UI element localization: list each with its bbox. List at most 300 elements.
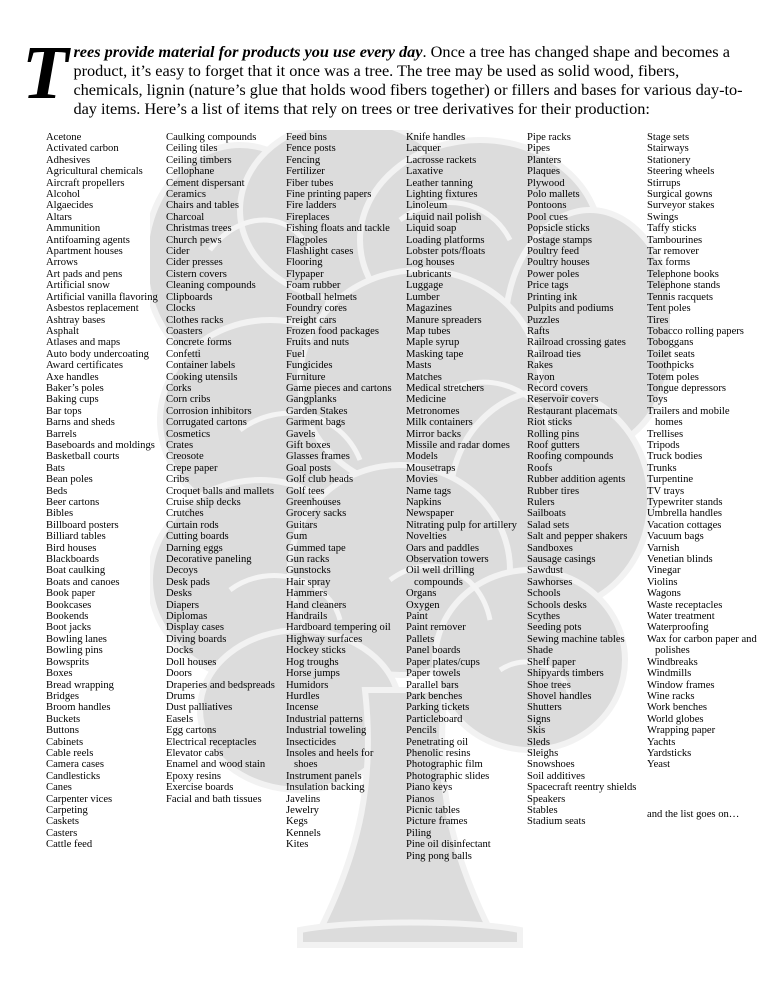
list-item: Corks [166, 382, 192, 394]
list-item: Exercise boards [166, 782, 234, 794]
list-item: Planters [527, 154, 562, 166]
list-item: Fireplaces [286, 211, 330, 223]
list-item: Church pews [166, 234, 222, 246]
list-item: Mousetraps [406, 462, 456, 474]
list-item: Asbestos replacement [46, 303, 139, 315]
list-item: Kennels [286, 827, 321, 839]
list-item: Printing ink [527, 291, 578, 303]
list-item: Fertilizer [286, 166, 325, 178]
list-item: Christmas trees [166, 223, 232, 235]
list-item: Baking cups [46, 394, 99, 406]
list-item: Wagons [647, 588, 681, 600]
list-item: Typewriter stands [647, 497, 723, 508]
list-item: Park benches [406, 690, 463, 702]
list-item: Pianos [406, 793, 435, 805]
list-item: Seeding pots [527, 622, 582, 634]
list-item: Roof gutters [527, 439, 580, 451]
list-item: Tennis racquets [647, 291, 714, 303]
list-item: Axe handles [46, 371, 99, 383]
list-item: Artificial vanilla flavoring [46, 291, 158, 303]
list-item: Picture frames [406, 816, 468, 828]
list-item: Algaecides [46, 200, 94, 212]
list-item: Toilet seats [647, 348, 695, 360]
list-item: Cistern covers [166, 268, 227, 280]
list-item: Auto body undercoating [46, 348, 149, 360]
list-item: Liquid soap [406, 223, 457, 235]
list-item: Barrels [46, 428, 77, 440]
list-item: Bats [46, 462, 65, 474]
list-item: Postage stamps [527, 234, 593, 246]
list-item: Swings [647, 211, 679, 223]
list-item: Shutters [527, 702, 562, 714]
list-item: Charcoal [166, 211, 205, 223]
list-item: Foundry cores [286, 303, 347, 315]
list-item: Easels [166, 713, 194, 725]
drop-cap: T [22, 31, 69, 115]
list-item: Greenhouses [286, 497, 341, 508]
list-item: Liquid nail polish [406, 211, 482, 223]
list-item: Poultry feed [527, 246, 580, 258]
list-item: Cleaning compounds [166, 280, 256, 292]
list-item: Polo mallets [527, 189, 580, 201]
list-item: Parallel bars [406, 679, 459, 691]
list-item: Rolling pins [527, 428, 580, 440]
list-item: Sailboats [527, 508, 566, 520]
list-item: Manure spreaders [406, 314, 482, 326]
list-item: Billboard posters [46, 519, 119, 531]
list-item: Medical stretchers [406, 382, 484, 394]
list-item: Fiber tubes [286, 177, 334, 189]
list-item: Wine racks [647, 690, 695, 702]
list-item: Corrosion inhibitors [166, 405, 252, 417]
list-item: Corrugated cartons [166, 417, 247, 429]
list-item: Windbreaks [647, 656, 698, 668]
list-item: Industrial patterns [286, 713, 363, 725]
list-item: Skis [527, 725, 546, 737]
list-item: Cider presses [166, 257, 223, 269]
list-item: Telephone books [647, 268, 719, 280]
list-item: Paint [406, 611, 428, 623]
list-item: Hog troughs [286, 656, 339, 668]
list-item: Leather tanning [406, 177, 473, 189]
list-item: Arrows [46, 257, 78, 269]
list-item: Caulking compounds [166, 132, 257, 143]
list-item: Clothes racks [166, 314, 224, 326]
list-item: Crutches [166, 508, 204, 520]
list-item: Bird houses [46, 542, 97, 554]
list-item: Pine oil disinfectant [406, 839, 491, 851]
list-item: Trunks [647, 462, 677, 474]
list-item: Rakes [527, 360, 553, 372]
list-item: Organs [406, 588, 437, 600]
list-item: Candlesticks [46, 770, 101, 782]
list-item: Map tubes [406, 325, 451, 337]
list-item: Football helmets [286, 291, 357, 303]
list-item: Windmills [647, 668, 692, 680]
list-item: Cattle feed [46, 839, 93, 851]
list-item: Display cases [166, 622, 224, 634]
list-item: Asphalt [46, 325, 79, 337]
list-item: Rubber addition agents [527, 474, 626, 486]
list-item: Particleboard [406, 713, 463, 725]
list-item: Golf tees [286, 485, 325, 497]
list-item: Elevator cabs [166, 747, 224, 759]
list-item: Furniture [286, 371, 326, 383]
list-item: Clocks [166, 303, 196, 315]
list-item: Paper towels [406, 668, 461, 680]
list-item: Antifoaming agents [46, 234, 130, 246]
list-item: Facial and bath tissues [166, 793, 262, 805]
list-item: Fine printing papers [286, 189, 372, 201]
list-item: Diapers [166, 599, 199, 611]
list-item: Gun racks [286, 554, 330, 566]
list-item: Diplomas [166, 611, 208, 623]
list-item: Speakers [527, 793, 566, 805]
list-item: Bean poles [46, 474, 93, 486]
list-item: Vinegar [647, 565, 681, 577]
list-item: Ceiling timbers [166, 154, 232, 166]
list-item: Price tags [527, 280, 569, 292]
list-item: Umbrella handles [647, 508, 723, 520]
list-item: Rafts [527, 325, 550, 337]
list-item: Dust palliatives [166, 702, 233, 714]
list-item: Ceramics [166, 189, 207, 201]
list-item: Missile and radar domes [406, 439, 510, 451]
list-item: Enamel and wood stain [166, 759, 266, 771]
list-item: Parking tickets [406, 702, 470, 714]
list-item: Truck bodies [647, 451, 703, 463]
list-item: Steering wheels [647, 166, 715, 178]
list-item: Picnic tables [406, 804, 460, 816]
list-item: Phenolic resins [406, 747, 471, 759]
list-item: Industrial toweling [286, 725, 367, 737]
list-item: Movies [406, 474, 438, 486]
list-item: Feed bins [286, 132, 327, 143]
list-item: Altars [46, 211, 72, 223]
list-item: Stables [527, 804, 558, 816]
intro-paragraph [22, 31, 748, 118]
items-column-3 [286, 132, 398, 851]
list-item: Flagpoles [286, 234, 328, 246]
items-column-4 [406, 132, 518, 862]
list-item: Agricultural chemicals [46, 166, 143, 178]
list-item: Tambourines [647, 234, 703, 246]
list-item: Roofs [527, 462, 553, 474]
list-item: Vacation cottages [647, 519, 722, 531]
list-item: Shade [527, 645, 553, 657]
list-item: TV trays [647, 485, 685, 497]
list-item: Reservoir covers [527, 394, 599, 406]
list-item: Shipyards timbers [527, 668, 604, 680]
list-item: Toys [647, 394, 668, 406]
list-item: Cruise ship decks [166, 497, 241, 508]
list-item: Window frames [647, 679, 715, 691]
list-item: Soil additives [527, 770, 585, 782]
list-item: Coasters [166, 325, 203, 337]
list-item: Docks [166, 645, 194, 657]
list-item: Photographic film [406, 759, 483, 771]
list-item: Pontoons [527, 200, 567, 212]
list-item: Railroad ties [527, 348, 581, 360]
list-item: Wax for carbon paper and polishes [647, 633, 757, 657]
list-item: Puzzles [527, 314, 560, 326]
list-item: Fishing floats and tackle [286, 223, 390, 235]
list-item: Observation towers [406, 554, 489, 566]
list-item: Blackboards [46, 554, 99, 566]
list-item: Medicine [406, 394, 447, 406]
list-item: Grocery sacks [286, 508, 347, 520]
list-item: Electrical receptacles [166, 736, 257, 748]
list-item: Sandboxes [527, 542, 573, 554]
list-item: Cider [166, 246, 190, 258]
list-item: Salt and pepper shakers [527, 531, 628, 543]
list-item: Panel boards [406, 645, 461, 657]
list-item: Buttons [46, 725, 79, 737]
list-item: Container labels [166, 360, 236, 372]
list-item: Canes [46, 782, 72, 794]
items-column-1 [46, 132, 158, 851]
list-item: Wrapping paper [647, 725, 716, 737]
list-item: Waterproofing [647, 622, 709, 634]
list-item: Shovel handles [527, 690, 592, 702]
list-item: Shoe trees [527, 679, 571, 691]
list-item: Water treatment [647, 611, 715, 623]
list-item: Incense [286, 702, 319, 714]
list-item: Goal posts [286, 462, 332, 474]
list-item: Poultry houses [527, 257, 590, 269]
closing-note: and the list goes on… [647, 808, 740, 820]
list-item: Surgical gowns [647, 189, 713, 201]
list-item: Basketball courts [46, 451, 120, 463]
list-item: Oxygen [406, 599, 440, 611]
list-item: Sleighs [527, 747, 559, 759]
list-item: Fire ladders [286, 200, 337, 212]
list-item: Paint remover [406, 622, 466, 634]
list-item: Yachts [647, 736, 676, 748]
list-item: Lubricants [406, 268, 452, 280]
list-item: Beer cartons [46, 497, 100, 508]
list-item: Magazines [406, 303, 452, 315]
list-item: Garden Stakes [286, 405, 348, 417]
list-item: Cabinets [46, 736, 84, 748]
list-item: Bowling pins [46, 645, 103, 657]
list-item: Yardsticks [647, 747, 692, 759]
list-item: Concrete forms [166, 337, 232, 349]
list-item: Aircraft propellers [46, 177, 125, 189]
list-item: Gunstocks [286, 565, 331, 577]
list-item: Varnish [647, 542, 680, 554]
list-item: Kegs [286, 816, 308, 828]
list-item: Ping pong balls [406, 850, 472, 862]
list-item: Darning eggs [166, 542, 223, 554]
list-item: Adhesives [46, 154, 91, 166]
list-item: Cellophane [166, 166, 215, 178]
list-item: Scythes [527, 611, 560, 623]
list-item: Lacquer [406, 143, 441, 155]
list-item: Book paper [46, 588, 96, 600]
list-item: Desks [166, 588, 192, 600]
list-item: Bowsprits [46, 656, 89, 668]
list-item: Waste receptacles [647, 599, 723, 611]
list-item: Name tags [406, 485, 452, 497]
list-item: Bibles [46, 508, 74, 520]
list-item: Pulpits and podiums [527, 303, 614, 315]
list-item: Award certificates [46, 360, 123, 372]
list-item: Kites [286, 839, 309, 851]
list-item: Handrails [286, 611, 328, 623]
list-item: Alcohol [46, 189, 81, 201]
list-item: Yeast [647, 759, 671, 771]
list-item: Gummed tape [286, 542, 346, 554]
list-item: Ammunition [46, 223, 101, 235]
list-item: Vacuum bags [647, 531, 704, 543]
list-item: Glasses frames [286, 451, 350, 463]
list-item: Knife handles [406, 132, 466, 143]
list-item: Cosmetics [166, 428, 211, 440]
list-item: Atlases and maps [46, 337, 121, 349]
list-item: Photographic slides [406, 770, 490, 782]
list-item: Foam rubber [286, 280, 341, 292]
list-item: Pipe racks [527, 132, 571, 143]
list-item: Spacecraft reentry shields [527, 782, 637, 794]
list-item: Fencing [286, 154, 321, 166]
list-item: Garment bags [286, 417, 346, 429]
list-item: Stadium seats [527, 816, 586, 828]
list-item: Stage sets [647, 132, 690, 143]
list-item: Epoxy resins [166, 770, 222, 782]
list-item: Hair spray [286, 576, 331, 588]
list-item: Record covers [527, 382, 588, 394]
list-item: Telephone stands [647, 280, 721, 292]
list-item: Schools desks [527, 599, 587, 611]
list-item: Newspaper [406, 508, 454, 520]
list-item: Desk pads [166, 576, 210, 588]
list-item: Bar tops [46, 405, 82, 417]
list-item: Pool cues [527, 211, 568, 223]
items-column-6 [647, 132, 759, 820]
list-item: Fuel [286, 348, 305, 360]
list-item: Horse jumps [286, 668, 340, 680]
list-item: Tar remover [647, 246, 699, 258]
list-item: Sausage casings [527, 554, 596, 566]
list-item: Plaques [527, 166, 560, 178]
list-item: Billiard tables [46, 531, 106, 543]
list-item: Rulers [527, 497, 555, 508]
list-item: Lighting fixtures [406, 189, 478, 201]
list-item: Venetian blinds [647, 554, 713, 566]
list-item: Work benches [647, 702, 708, 714]
list-item: Boats and canoes [46, 576, 120, 588]
list-item: Flypaper [286, 268, 324, 280]
list-item: Barns and sheds [46, 417, 115, 429]
list-item: Cribs [166, 474, 189, 486]
list-item: Guitars [286, 519, 318, 531]
list-item: Salad sets [527, 519, 570, 531]
list-item: Masking tape [406, 348, 464, 360]
list-item: Loading platforms [406, 234, 485, 246]
list-item: Trailers and mobile homes [647, 405, 730, 429]
list-item: Chairs and tables [166, 200, 239, 212]
list-item: Doors [166, 668, 192, 680]
list-item: Draperies and bedspreads [166, 679, 275, 691]
list-item: Baseboards and moldings [46, 439, 155, 451]
list-item: World globes [647, 713, 704, 725]
list-item: Boat caulking [46, 565, 106, 577]
list-item: Violins [647, 576, 678, 588]
list-item: Art pads and pens [46, 268, 123, 280]
list-item: Golf club heads [286, 474, 354, 486]
list-item: Buckets [46, 713, 81, 725]
list-item: Hammers [286, 588, 328, 600]
list-item: Sleds [527, 736, 550, 748]
list-item: Drums [166, 690, 195, 702]
list-item: Railroad crossing gates [527, 337, 626, 349]
list-item: Hand cleaners [286, 599, 347, 611]
list-item: Plywood [527, 177, 565, 189]
list-item: Bookends [46, 611, 89, 623]
list-item: Signs [527, 713, 551, 725]
list-item: Creosote [166, 451, 204, 463]
list-item: Tax forms [647, 257, 691, 269]
items-column-5 [527, 132, 639, 828]
list-item: Shelf paper [527, 656, 576, 668]
list-item: Popsicle sticks [527, 223, 590, 235]
items-column-2 [166, 132, 278, 805]
list-item: Tobacco rolling papers [647, 325, 744, 337]
list-item: Cooking utensils [166, 371, 238, 383]
list-item: Gum [286, 531, 308, 543]
list-item: Fence posts [286, 143, 336, 155]
intro-text: . Once a tree has changed shape and becomes a product, it’s easy to forget that it once was a tree. The tree may be used as solid wood, fibers, chemicals, lignin (nature’s glue that holds wood fibers together) or fillers and bases for various day-to-day items. Here’s a list of items that rely on trees or tree derivatives for their production: [73, 42, 743, 118]
list-item: Lacrosse rackets [406, 154, 477, 166]
list-item: Nitrating pulp for artillery [406, 519, 517, 531]
list-item: Camera cases [46, 759, 104, 771]
list-item: Penetrating oil [406, 736, 469, 748]
list-item: Activated carbon [46, 143, 119, 155]
list-item: Diving boards [166, 633, 227, 645]
list-item: Croquet balls and mallets [166, 485, 274, 497]
list-item: Sawdust [527, 565, 563, 577]
list-item: Frozen food packages [286, 325, 379, 337]
list-item: Totem poles [647, 371, 699, 383]
list-item: Cable reels [46, 747, 94, 759]
list-item: Lobster pots/floats [406, 246, 486, 258]
list-item: Crepe paper [166, 462, 218, 474]
list-item: Caskets [46, 816, 79, 828]
list-item: Models [406, 451, 438, 463]
list-item: Highway surfaces [286, 633, 363, 645]
list-item: Luggage [406, 280, 444, 292]
list-item: Rubber tires [527, 485, 580, 497]
list-item: Artificial snow [46, 280, 110, 292]
list-item: Humidors [286, 679, 329, 691]
list-item: Carpeting [46, 804, 88, 816]
list-item: Tent poles [647, 303, 691, 315]
list-item: Broom handles [46, 702, 111, 714]
list-item: Laxative [406, 166, 444, 178]
list-item: Doll houses [166, 656, 217, 668]
list-item: Novelties [406, 531, 447, 543]
list-item: Cutting boards [166, 531, 229, 543]
list-item: Taffy sticks [647, 223, 697, 235]
list-item: Curtain rods [166, 519, 219, 531]
list-item: Acetone [46, 132, 82, 143]
list-item: Pallets [406, 633, 435, 645]
list-item: Maple syrup [406, 337, 460, 349]
list-item: Insecticides [286, 736, 337, 748]
list-item: Boxes [46, 668, 73, 680]
list-item: Hockey sticks [286, 645, 346, 657]
